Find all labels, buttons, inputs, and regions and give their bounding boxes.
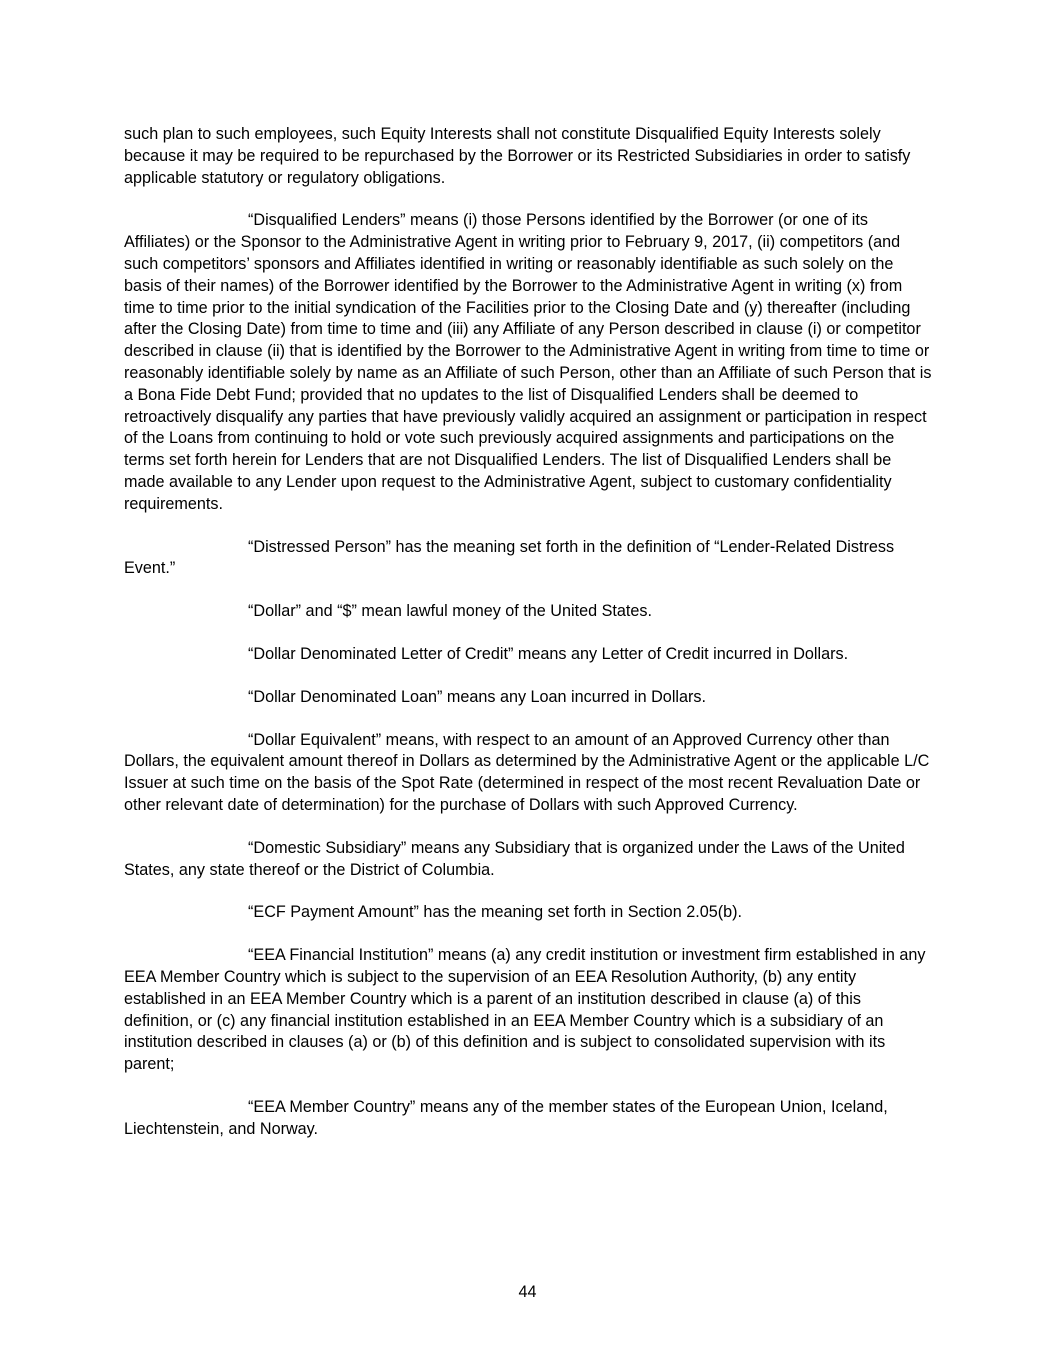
definition-text: means any Subsidiary that is organized under the Laws of the United States, any state thereof or the District of Columbia. [124,838,905,879]
defined-term: “Disqualified Lenders” [248,211,406,230]
definition-distressed-person [124,537,934,581]
defined-term: “Dollar Denominated Letter of Credit” [248,644,514,663]
definition-dollar-denominated-letter-of-credit [124,644,934,666]
definition-domestic-subsidiary [124,838,934,882]
definition-text: means any Letter of Credit incurred in Dollars. [513,644,849,663]
definition-text: means, with respect to an amount of an Approved Currency other than Dollars, the equivalent amount thereof in Dollars as determined by the Administrative Agent or the applicable L/C Issuer at such time on the basis of the Spot Rate (determined in respect of the most recent Revaluation Date or other relevant date of determination) for the purchase of Dollars with such Approved Currency. [124,730,930,814]
definition-ecf-payment-amount [124,902,934,924]
defined-term: “EEA Financial Institution” [248,946,434,965]
definition-text: and “$” mean lawful money of the United States. [301,602,652,621]
page-number: 44 [518,1283,537,1301]
definition-eea-member-country [124,1097,934,1141]
definition-text: has the meaning set forth in the definition of “Lender-Related Distress Event.” [124,537,895,578]
defined-term: “EEA Member Country” [248,1097,416,1116]
defined-term: “ECF Payment Amount” [248,903,419,922]
defined-term: “Domestic Subsidiary” [248,838,407,857]
defined-term: “Dollar” [248,602,302,621]
paragraph-continuation [124,124,934,189]
definition-dollar [124,601,934,623]
definition-disqualified-lenders [124,210,934,515]
definition-dollar-denominated-loan [124,687,934,709]
definition-text: means any of the member states of the European Union, Iceland, Liechtenstein, and Norway. [124,1097,888,1138]
defined-term: “Dollar Denominated Loan” [248,687,443,706]
definition-dollar-equivalent [124,730,934,817]
definition-eea-financial-institution [124,945,934,1076]
definition-text: means (i) those Persons identified by the Borrower (or one of its Affiliates) or the Sponsor to the Administrative Agent in writing prior to February 9, 2017, (ii) competitors (and such competitors’ sponsors and Affiliates identified in writing or reasonably identifiable as such solely on the basis of their names) of the Borrower identified by the Borrower to the Administrative Agent in writing (x) from time to time prior to the initial syndication of the Facilities prior to the Closing Date and (y) thereafter (including after the Closing Date) from time to time and (iii) any Affiliate of any Person described in clause (i) or competitor described in clause (ii) that is identified by the Borrower to the Administrative Agent in writing from time to time or reasonably identifiable solely by name as an Affiliate of such Person, other than an Affiliate of such Person that is a Bona Fide Debt Fund; provided that no updates to the list of Disqualified Lenders shall be deemed to retroactively disqualify any parties that have previously validly acquired an assignment or participation in respect of the Loans from continuing to hold or vote such previously acquired assignments and participations on the terms set forth herein for Lenders that are not Disqualified Lenders. The list of Disqualified Lenders shall be made available to any Lender upon request to the Administrative Agent, subject to customary confidentiality requirements. [124,211,932,513]
definition-text: has the meaning set forth in Section 2.05(b). [418,903,742,922]
document-body [124,124,934,1161]
defined-term: “Dollar Equivalent” [248,730,382,749]
definition-text: means (a) any credit institution or investment firm established in any EEA Member Country which is subject to the supervision of an EEA Resolution Authority, (b) any entity established in an EEA Member Country which is a parent of an institution described in clause (a) of this definition, or (c) any financial institution established in an EEA Member Country which is a subsidiary of an institution described in clauses (a) or (b) of this definition and is subject to consolidated supervision with its parent; [124,946,926,1074]
definition-text: means any Loan incurred in Dollars. [442,687,706,706]
paragraph-text: such plan to such employees, such Equity Interests shall not constitute Disqualified Equity Interests solely because it may be required to be repurchased by the Borrower or its Restricted Subsidiaries in order to satisfy applicable statutory or regulatory obligations. [124,125,911,187]
defined-term: “Distressed Person” [248,537,392,556]
